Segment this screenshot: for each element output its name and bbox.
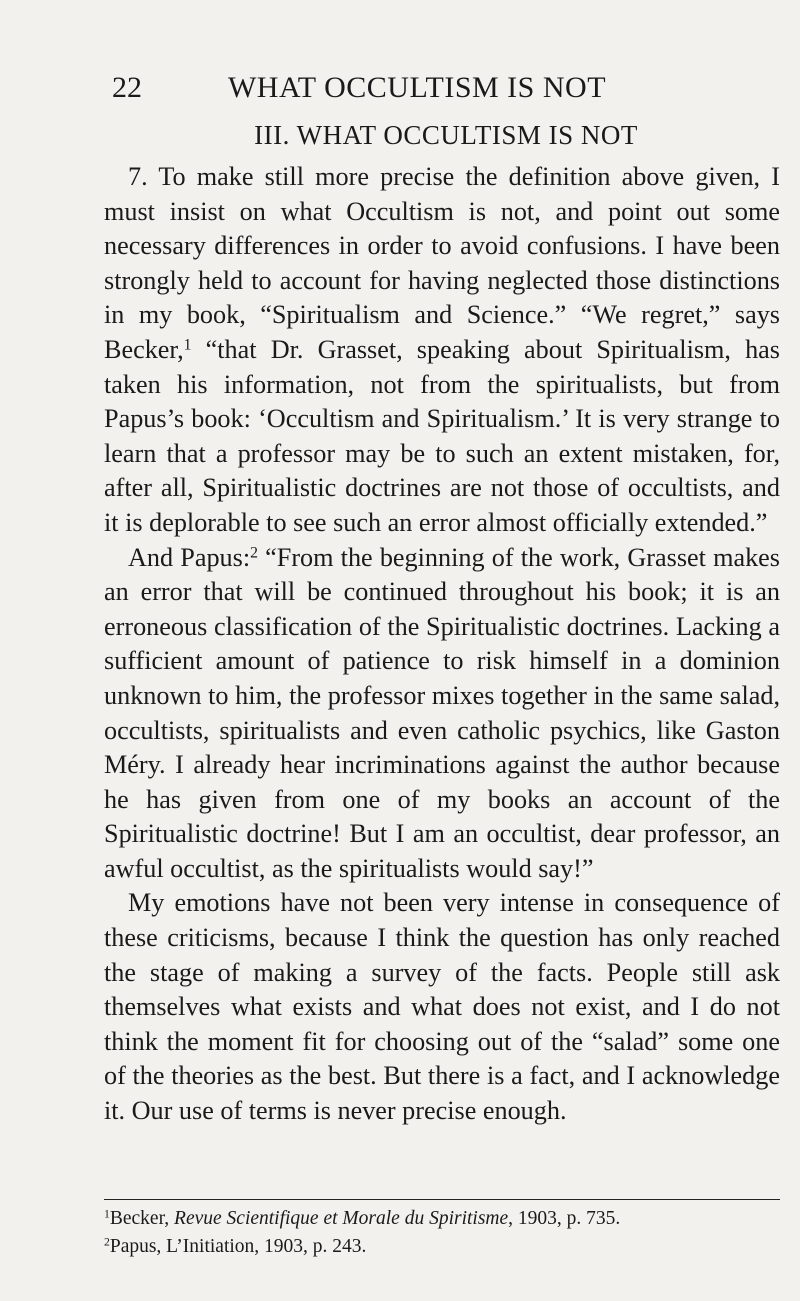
paragraph-2-part-b: “From the beginning of the work, Grasset makes an error that will be continued throughout his book; it is an erroneous classification of the Spiritualistic doctrines. Lacking a sufficient amount of patience to risk himself in a dominion unknown to him, the professor mixes together in the same salad, occultists, spiritualists and even catholic psychics, like Gaston Méry. I already hear incriminations against the author because he has given from one of my books an account of the Spiritualistic doctrine! But I am an occultist, dear professor, an awful occultist, as the spiritualists would say!” xyxy=(104,542,780,883)
running-head xyxy=(112,66,722,110)
paragraph-1 xyxy=(104,160,780,541)
footnote-author: Papus, L’Initiation, 1903, p. 243. xyxy=(109,1236,367,1257)
footnote-author: Becker, xyxy=(109,1208,175,1229)
footnote-divider xyxy=(104,1199,780,1200)
paragraph-3: My emotions have not been very intense in consequence of these criticisms, because I think the question has only reached the stage of making a survey of the facts. People still ask themselves what exists and what does not exist, and I do not think the moment fit for choosing out of the “salad” some one of the theories as the best. But there is a fact, and I acknowledge it. Our use of terms is never precise enough. xyxy=(104,888,780,1126)
footnote-ref-2: 2 xyxy=(250,543,258,561)
footnote-citation: , 1903, p. 735. xyxy=(508,1208,621,1229)
body-text xyxy=(104,160,780,1129)
paragraph-2-part-a: And Papus: xyxy=(128,542,251,572)
section-heading: III. WHAT OCCULTISM IS NOT xyxy=(254,120,638,150)
paragraph-1-part-b: “that Dr. Grasset, speaking about Spiritualism, has taken his information, not from the spiritualists, but from Papus’s book: ‘Occultism and Spiritualism.’ It is very strange to learn that a professor may be to such an extent mistaken, for, after all, Spiritualistic doctrines are not those of occultists, and it is deplorable to see such an error almost officially extended.” xyxy=(104,334,780,537)
footnote-ref-1: 1 xyxy=(183,336,192,354)
paragraph-2 xyxy=(104,541,780,887)
page-number: 22 xyxy=(112,71,142,104)
paragraph-1-part-a: 7. To make still more precise the definition above given, I must insist on what Occultism is not, and point out some necessary differences in order to avoid confusions. I have been strongly held to account for having neglected those distinctions in my book, “Spiritualism and Science.” “We regret,” says Becker, xyxy=(104,162,780,364)
footnote-mark: 2 xyxy=(104,1235,110,1249)
footnotes xyxy=(104,1205,794,1261)
footnote-1 xyxy=(104,1205,794,1233)
footnote-2 xyxy=(104,1233,794,1261)
footnote-work-title: Revue Scientifique et Morale du Spiritisme xyxy=(174,1208,509,1229)
running-title: WHAT OCCULTISM IS NOT xyxy=(227,71,607,104)
footnote-mark: 1 xyxy=(104,1207,110,1221)
